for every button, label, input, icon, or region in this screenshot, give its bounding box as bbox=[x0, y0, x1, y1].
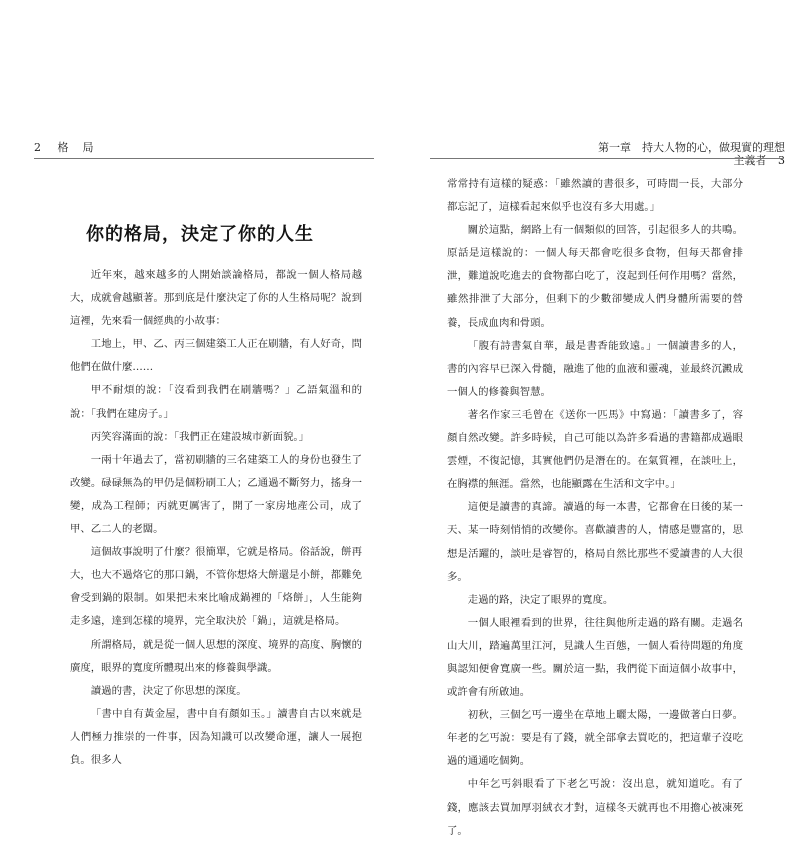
chapter-title: 你的格局，決定了你的人生 bbox=[86, 224, 314, 245]
left-page-number: 2 bbox=[34, 141, 41, 154]
paragraph: 中年乞丐斜眼看了下老乞丐說：沒出息，就知道吃。有了錢，應該去買加厚羽絨衣才對，這樣冬天就再也不用擔心被凍死了。 bbox=[447, 778, 743, 837]
paragraph: 讀過的書，決定了你思想的深度。 bbox=[90, 684, 247, 697]
paragraph: 近年來，越來越多的人開始談論格局，都說一個人格局越大，成就會越顯著。那到底是什麼決定了你的人生格局呢？說到這裡，先來看一個經典的小故事： bbox=[70, 269, 362, 328]
paragraph: 所謂格局，就是從一個人思想的深度、境界的高度、胸懷的廣度，眼界的寬度所體現出來的修養與學識。 bbox=[70, 638, 362, 674]
right-running-header bbox=[590, 141, 785, 167]
right-page-number: 3 bbox=[778, 154, 785, 167]
paragraph: 常常持有這樣的疑惑：「雖然讀的書很多，可時間一長，大部分都忘記了，這樣看起來似乎也沒有多大用處。」 bbox=[447, 178, 743, 214]
left-page bbox=[0, 0, 400, 800]
paragraph: 這個故事說明了什麼？很簡單，它就是格局。俗話說，餅再大，也大不過烙它的那口鍋，不管你想烙大餅還是小餅，都難免會受到鍋的限制。如果把未來比喻成鍋裡的「烙餅」，人生能夠走多遠，達到怎樣的境界，完全取決於「鍋」，這就是格局。 bbox=[70, 546, 362, 628]
paragraph: 一兩十年過去了，當初刷牆的三名建築工人的身份也發生了改變。碌碌無為的甲仍是個粉刷工人；乙通過不斷努力，搖身一變，成為工程師；丙就更厲害了，開了一家房地產公司，成了甲、乙二人的老闆。 bbox=[70, 453, 362, 536]
right-running-head-title: 第一章 持大人物的心，做現實的理想主義者 bbox=[598, 141, 785, 167]
left-body-text bbox=[70, 264, 362, 772]
paragraph: 著名作家三毛曾在《送你一匹馬》中寫過：「讀書多了，容顏自然改變。許多時候，自己可能以為許多看過的書籍都成過眼雲煙，不復記憶，其實他們仍是潛在的。在氣質裡，在談吐上，在胸襟的無涯。當然，也能顯露在生活和文字中。」 bbox=[447, 408, 743, 491]
paragraph: 初秋，三個乞丐一邊坐在草地上曬太陽，一邊做著白日夢。年老的乞丐說：要是有了錢，就全部拿去買吃的，把這輩子沒吃過的通通吃個夠。 bbox=[447, 709, 743, 768]
left-running-head-title: 格局 bbox=[57, 141, 108, 154]
left-header-rule bbox=[34, 158, 374, 159]
right-body-text bbox=[447, 173, 743, 843]
left-running-header bbox=[34, 141, 380, 154]
right-page bbox=[400, 0, 800, 837]
paragraph: 「書中自有黃金屋，書中自有顏如玉。」讀書自古以來就是人們極力推崇的一件事，因為知識可以改變命運，讓人一展抱負。很多人 bbox=[70, 707, 362, 766]
paragraph: 丙笑容滿面的說：「我們正在建設城市新面貌。」 bbox=[90, 430, 309, 443]
paragraph: 工地上，甲、乙、丙三個建築工人正在刷牆，有人好奇，問他們在做什麼…… bbox=[70, 338, 362, 374]
paragraph: 關於這點，網路上有一個類似的回答，引起很多人的共鳴。原話是這樣說的：一個人每天都會吃很多食物，但每天都會排泄，難道說吃進去的食物都白吃了，沒起到任何作用嗎？當然，雖然排泄了大部分，但剩下的少數卻變成人們身體所需要的營養，長成血肉和骨頭。 bbox=[447, 224, 743, 329]
paragraph: 走過的路，決定了眼界的寬度。 bbox=[467, 593, 614, 606]
right-header-rule bbox=[430, 158, 782, 159]
paragraph: 甲不耐煩的說：「沒看到我們在刷牆嗎？」乙語氣溫和的說：「我們在建房子。」 bbox=[70, 384, 362, 420]
paragraph: 「腹有詩書氣自華，最是書香能致遠。」一個讀書多的人，書的內容早已深入骨髓，融進了他的血液和靈魂，並最終沉澱成一個人的修養與智慧。 bbox=[447, 339, 743, 398]
paragraph: 這便是讀書的真諦。讀過的每一本書，它都會在日後的某一天、某一時刻悄悄的改變你。喜歡讀書的人，情感是豐富的，思想是活躍的，談吐是睿智的，格局自然比那些不愛讀書的人大很多。 bbox=[447, 501, 743, 583]
paragraph: 一個人眼裡看到的世界，往往與他所走過的路有關。走過名山大川，踏遍萬里江河，見識人生百態，一個人看待問題的角度與認知便會寬廣一些。關於這一點，我們從下面這個小故事中，或許會有所啟迪。 bbox=[447, 616, 743, 699]
